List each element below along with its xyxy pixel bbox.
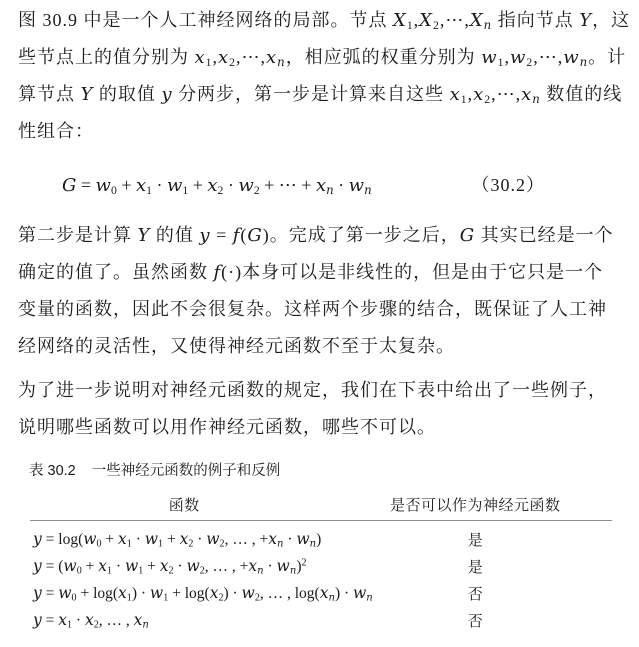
table-caption-title: 一些神经元函数的例子和反例 [91, 463, 281, 479]
text-line: 性组合： [18, 121, 94, 141]
table-caption-label: 表 30.2 [29, 463, 76, 479]
table-row [30, 607, 612, 634]
function-cell: $y = (w_0 + x_1 \cdot w_1 + x_2 \cdot w_2$, … , $+x_n \cdot w_n)^2$ [33, 557, 307, 577]
text-line: 些节点上的值分别为 $x_1,x_2,\cdots,x_n$，相应弧的权重分别为 $w_1,w_2,\cdots,w_n$。计 [18, 47, 627, 69]
function-cell: $y = x_1 \cdot x_2$, … , $x_n$ [33, 611, 149, 631]
equation-formula: $G = w_0 + x_1 \cdot w_1 + x_2 \cdot w_2$ + ⋯ + $x_n \cdot w_n$ [62, 175, 372, 197]
text-line: 确定的值了。虽然函数 f(·)本身可以是非线性的，但是由于它只是一个 [18, 262, 604, 283]
text-line: 图 30.9 中是一个人工神经网络的局部。节点 $X_1,X_2,\cdots,X_n$ 指向节点 Y，这 [18, 10, 631, 32]
verdict-cell: 否 [467, 587, 483, 603]
table-header-row [30, 493, 612, 521]
neuron-function-table [30, 493, 612, 634]
table-row [30, 580, 612, 607]
verdict-cell: 否 [467, 614, 483, 630]
table-caption [29, 461, 280, 481]
table-body [30, 521, 612, 634]
text-line: 经网络的灵活性，又使得神经元函数不至于太复杂。 [18, 336, 455, 356]
verdict-cell: 是 [467, 533, 483, 549]
verdict-cell: 是 [467, 560, 483, 576]
table-header-function: 函数 [168, 498, 200, 514]
table-row [30, 526, 612, 553]
equation-number: （30.2） [471, 175, 545, 195]
text-line: 说明哪些函数可以用作神经元函数，哪些不可以。 [18, 417, 436, 437]
function-cell: $y = w_0 + \log(x_1) \cdot w_1 + \log(x_2) \cdot w_2$, … , $\log(x_n) \cdot w_n$ [33, 584, 373, 604]
paragraph-network-intro [18, 2, 631, 150]
table-row [30, 553, 612, 580]
function-cell: $y = \log(w_0 + x_1 \cdot w_1 + x_2 \cdot w_2$, … , $+x_n \cdot w_n$) [33, 530, 322, 550]
text-line: 第二步是计算 Y 的值 y = f(G)。完成了第一步之后，G 其实已经是一个 [18, 225, 614, 246]
text-line: 变量的函数，因此不会很复杂。这样两个步骤的结合，既保证了人工神 [18, 299, 607, 319]
paragraph-step-two [18, 217, 624, 365]
text-line: 为了进一步说明对神经元函数的规定，我们在下表中给出了一些例子， [18, 380, 607, 400]
text-line: 算节点 Y 的取值 y 分两步，第一步是计算来自这些 $x_1,x_2,\cdots,x_n$ 数值的线 [18, 84, 623, 106]
table-header-verdict: 是否可以作为神经元函数 [389, 498, 561, 514]
equation-30-2 [18, 167, 621, 204]
paragraph-table-intro [18, 372, 624, 446]
